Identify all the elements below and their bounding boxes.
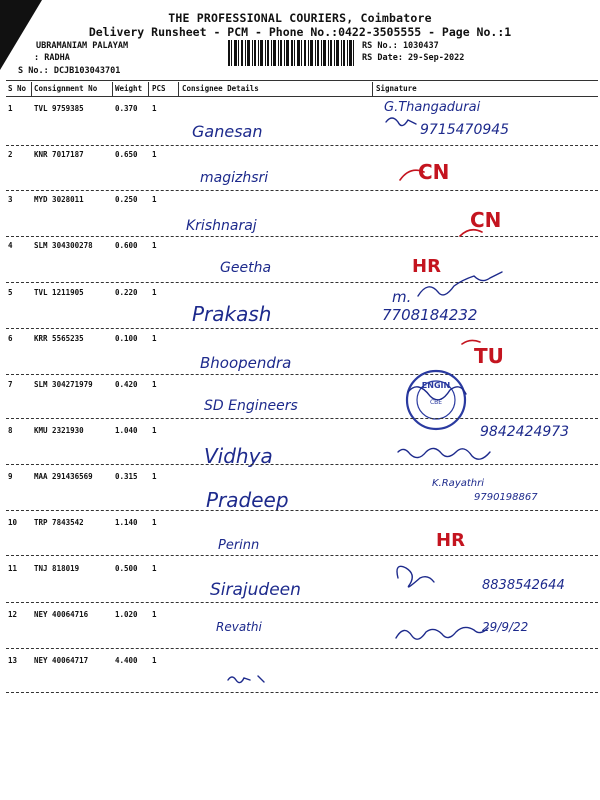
row-separator xyxy=(6,282,598,283)
row-pcs: 1 xyxy=(152,610,157,619)
row-pcs: 1 xyxy=(152,195,157,204)
runsheet-serial: S No.: DCJB103043701 xyxy=(18,66,121,76)
col-header-signature: Signature xyxy=(376,84,417,93)
row-consignee-handwritten: Ganesan xyxy=(192,122,263,141)
row-consignment: MAA 291436569 xyxy=(34,472,93,481)
row-weight: 1.020 xyxy=(115,610,138,619)
row-signature-handwritten: m. xyxy=(392,288,412,306)
row-separator xyxy=(6,602,598,603)
row-weight: 0.100 xyxy=(115,334,138,343)
row-sno: 12 xyxy=(8,610,18,619)
company-stamp-image xyxy=(404,368,468,432)
row-weight: 0.220 xyxy=(115,288,138,297)
row-pcs: 1 xyxy=(152,150,157,159)
table-top-rule xyxy=(6,80,598,81)
row-phone-handwritten: 9842424973 xyxy=(480,424,570,440)
row-separator xyxy=(6,464,598,465)
row-consignment: MYD 3028011 xyxy=(34,195,84,204)
row-consignment: KRR 5565235 xyxy=(34,334,84,343)
row-consignment: SLM 304271979 xyxy=(34,380,93,389)
row-pcs: 1 xyxy=(152,288,157,297)
row-consignment: NEY 40064716 xyxy=(34,610,89,619)
row-weight: 0.315 xyxy=(115,472,138,481)
col-header-sno: S No xyxy=(8,84,27,93)
row-phone-handwritten: 9790198867 xyxy=(474,492,538,503)
rs-number: RS No.: 1030437 xyxy=(362,41,439,51)
row-consignment: TNJ 818019 xyxy=(34,564,80,573)
row-consignee-handwritten: Vidhya xyxy=(204,444,273,468)
row-consignee-handwritten: Revathi xyxy=(216,620,262,634)
row-weight: 0.420 xyxy=(115,380,138,389)
row-sno: 11 xyxy=(8,564,18,573)
row-pcs: 1 xyxy=(152,380,157,389)
row-consignee-handwritten: Pradeep xyxy=(206,488,289,512)
svg-text:CBE: CBE xyxy=(429,399,443,406)
row-signature-handwritten: G.Thangadurai xyxy=(384,100,481,115)
row-weight: 0.370 xyxy=(115,104,138,113)
col-header-pcs: PCS xyxy=(152,84,166,93)
area-name: UBRAMANIAM PALAYAM xyxy=(36,41,129,51)
row-pcs: 1 xyxy=(152,334,157,343)
row-sno: 3 xyxy=(8,195,13,204)
row-separator xyxy=(6,510,598,511)
row-consignment: TVL 1211905 xyxy=(34,288,84,297)
row-separator xyxy=(6,418,598,419)
row-consignee-handwritten: Krishnaraj xyxy=(186,218,257,234)
row-consignee-handwritten: Geetha xyxy=(220,260,272,276)
row-phone-handwritten: 8838542644 xyxy=(482,578,565,593)
col-divider xyxy=(372,82,373,96)
row-consignment: NEY 40064717 xyxy=(34,656,89,665)
row-pcs: 1 xyxy=(152,656,157,665)
row-separator xyxy=(6,328,598,329)
row-weight: 1.140 xyxy=(115,518,138,527)
row-consignee-handwritten: SD Engineers xyxy=(204,398,298,414)
row-phone-handwritten: 9715470945 xyxy=(420,122,510,138)
row-sno: 13 xyxy=(8,656,18,665)
row-signature-handwritten: K.Rayathri xyxy=(432,478,485,489)
row-sno: 9 xyxy=(8,472,13,481)
row-sno: 1 xyxy=(8,104,13,113)
row-consignee-handwritten: Sirajudeen xyxy=(210,580,301,600)
row-weight: 0.500 xyxy=(115,564,138,573)
signature-scribble xyxy=(397,566,434,587)
document-subtitle: Delivery Runsheet - PCM - Phone No.:0422-3505555 - Page No.:1 xyxy=(88,25,512,39)
row-consignment: TRP 7843542 xyxy=(34,518,84,527)
row-sno: 5 xyxy=(8,288,13,297)
row-sno: 6 xyxy=(8,334,13,343)
row-pcs: 1 xyxy=(152,472,157,481)
row-weight: 0.650 xyxy=(115,150,138,159)
row-consignment: KNR 7017187 xyxy=(34,150,84,159)
col-divider xyxy=(148,82,149,96)
row-separator xyxy=(6,145,598,146)
row-separator xyxy=(6,648,598,649)
row-separator xyxy=(6,236,598,237)
document-title: THE PROFESSIONAL COURIERS, Coimbatore xyxy=(168,11,432,25)
col-header-consignment: Consignment No xyxy=(34,84,98,93)
row-red-status-mark: HR xyxy=(412,256,441,277)
row-weight: 4.400 xyxy=(115,656,138,665)
row-red-status-mark: HR xyxy=(436,530,465,551)
row-red-status-mark: TU xyxy=(474,344,504,368)
row-red-status-mark: CN xyxy=(470,208,502,232)
signature-scribble xyxy=(228,676,264,683)
row-phone-handwritten: 29/9/22 xyxy=(482,620,529,634)
col-divider xyxy=(178,82,179,96)
row-separator xyxy=(6,374,598,375)
row-separator xyxy=(6,692,598,693)
col-divider xyxy=(112,82,113,96)
table-header-rule xyxy=(6,96,598,97)
row-weight: 1.040 xyxy=(115,426,138,435)
row-pcs: 1 xyxy=(152,104,157,113)
barcode-image xyxy=(228,40,354,66)
row-sno: 4 xyxy=(8,241,13,250)
row-consignee-handwritten: magizhsri xyxy=(200,170,269,186)
signature-scribble xyxy=(396,627,488,639)
row-weight: 0.250 xyxy=(115,195,138,204)
col-header-weight: Weight xyxy=(115,84,143,93)
rs-date: RS Date: 29-Sep-2022 xyxy=(362,53,465,63)
row-separator xyxy=(6,190,598,191)
row-consignment: TVL 9759385 xyxy=(34,104,84,113)
row-sno: 7 xyxy=(8,380,13,389)
col-header-consignee: Consignee Details xyxy=(182,84,259,93)
row-sno: 10 xyxy=(8,518,18,527)
row-red-status-mark: CN xyxy=(418,160,450,184)
row-phone-handwritten: 7708184232 xyxy=(382,306,478,324)
row-consignment: KMU 2321930 xyxy=(34,426,84,435)
row-weight: 0.600 xyxy=(115,241,138,250)
svg-text:ENGIN: ENGIN xyxy=(421,381,451,390)
row-sno: 2 xyxy=(8,150,13,159)
col-divider xyxy=(31,82,32,96)
row-consignee-handwritten: Bhoopendra xyxy=(200,354,292,372)
row-separator xyxy=(6,555,598,556)
row-pcs: 1 xyxy=(152,564,157,573)
staff-name: : RADHA xyxy=(34,53,70,63)
row-sno: 8 xyxy=(8,426,13,435)
row-pcs: 1 xyxy=(152,518,157,527)
row-pcs: 1 xyxy=(152,241,157,250)
row-consignment: SLM 304300278 xyxy=(34,241,93,250)
signature-scribble xyxy=(386,118,416,126)
row-pcs: 1 xyxy=(152,426,157,435)
row-consignee-handwritten: Prakash xyxy=(192,302,272,326)
row-consignee-handwritten: Perinn xyxy=(218,538,260,553)
signature-scribble xyxy=(398,448,490,459)
